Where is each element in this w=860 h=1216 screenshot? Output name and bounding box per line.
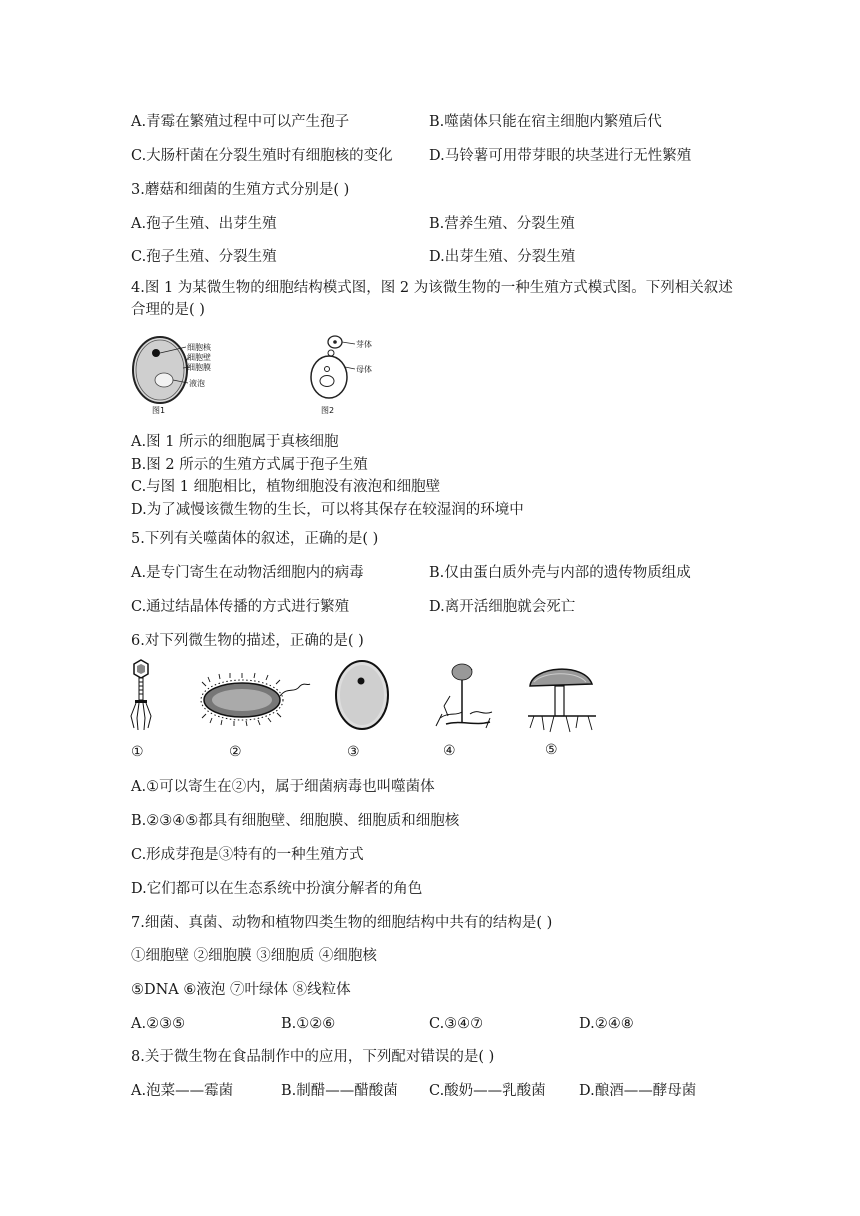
q7-items-row-1: ①细胞壁 ②细胞膜 ③细胞质 ④细胞核 [131, 948, 377, 964]
q3-option-a: A.孢子生殖、出芽生殖 [131, 216, 277, 232]
q5-stem: 5.下列有关噬菌体的叙述，正确的是( ) [131, 531, 379, 547]
q6-figure-number-1: ① [131, 744, 144, 760]
q7-option-d: D.②④⑧ [579, 1016, 634, 1032]
q7-option-a: A.②③⑤ [131, 1016, 186, 1032]
q6-option-b: B.②③④⑤都具有细胞壁、细胞膜、细胞质和细胞核 [131, 813, 460, 829]
yeast-drawing [336, 661, 388, 729]
mushroom-drawing [528, 669, 596, 732]
q5-option-b: B.仅由蛋白质外壳与内部的遗传物质组成 [429, 565, 691, 581]
nucleus-shape [152, 349, 160, 357]
q3-option-c: C.孢子生殖、分裂生殖 [131, 249, 277, 265]
q7-option-b: B.①②⑥ [281, 1016, 336, 1032]
q8-option-d: D.酿酒——酵母菌 [579, 1083, 697, 1099]
bacteriophage-drawing [131, 660, 151, 730]
bacterium-drawing [201, 673, 310, 726]
q6-figure-number-4: ④ [443, 743, 456, 759]
q6-figure-number-3: ③ [347, 744, 360, 760]
fig1-label-nucleus: 细胞核 [187, 343, 211, 352]
q8-stem: 8.关于微生物在食品制作中的应用，下列配对错误的是( ) [131, 1049, 495, 1065]
q4-figure-2 [305, 333, 385, 418]
q3-stem: 3.蘑菇和细菌的生殖方式分别是( ) [131, 182, 350, 198]
q6-figures [130, 656, 630, 736]
fig2-label-bud: 芽体 [356, 340, 372, 349]
q6-stem: 6.对下列微生物的描述，正确的是( ) [131, 633, 364, 649]
q6-option-a: A.①可以寄生在②内，属于细菌病毒也叫噬菌体 [131, 779, 435, 795]
q2-option-c: C.大肠杆菌在分裂生殖时有细胞核的变化 [131, 148, 393, 164]
q8-option-a: A.泡菜——霉菌 [131, 1083, 234, 1099]
q6-figure-number-5: ⑤ [545, 742, 558, 758]
q6-figure-number-2: ② [229, 744, 242, 760]
q4-figure-1 [130, 333, 250, 418]
q4-stem: 4.图 1 为某微生物的细胞结构模式图，图 2 为该微生物的一种生殖方式模式图。下列相关叙述合理的是( ) [131, 280, 733, 318]
fig1-label-membrane: 细胞膜 [187, 363, 211, 372]
vacuole-shape [155, 373, 173, 387]
q5-option-c: C.通过结晶体传播的方式进行繁殖 [131, 599, 350, 615]
q6-option-c: C.形成芽孢是③特有的一种生殖方式 [131, 847, 364, 863]
q4-option-c: C.与图 1 细胞相比，植物细胞没有液泡和细胞壁 [131, 479, 441, 495]
q2-option-a: A.青霉在繁殖过程中可以产生孢子 [131, 114, 350, 130]
q2-option-d: D.马铃薯可用带芽眼的块茎进行无性繁殖 [429, 148, 692, 164]
fig2-caption: 图2 [321, 406, 335, 415]
q5-option-d: D.离开活细胞就会死亡 [429, 599, 576, 615]
q2-option-b: B.噬菌体只能在宿主细胞内繁殖后代 [429, 114, 662, 130]
q3-option-d: D.出芽生殖、分裂生殖 [429, 249, 576, 265]
mold-drawing [436, 664, 492, 728]
fig1-caption: 图1 [152, 406, 166, 415]
q7-option-c: C.③④⑦ [429, 1016, 484, 1032]
q3-option-b: B.营养生殖、分裂生殖 [429, 216, 575, 232]
q7-stem: 7.细菌、真菌、动物和植物四类生物的细胞结构中共有的结构是( ) [131, 915, 553, 931]
q4-option-d: D.为了减慢该微生物的生长，可以将其保存在较湿润的环境中 [131, 502, 524, 518]
fig1-label-wall: 细胞壁 [187, 353, 211, 362]
q4-option-a: A.图 1 所示的细胞属于真核细胞 [131, 434, 339, 450]
q4-option-b: B.图 2 所示的生殖方式属于孢子生殖 [131, 457, 368, 473]
q6-option-d: D.它们都可以在生态系统中扮演分解者的角色 [131, 881, 423, 897]
fig2-label-mother: 母体 [356, 365, 372, 374]
q8-option-b: B.制醋——醋酸菌 [281, 1083, 398, 1099]
fig1-label-vacuole: 液泡 [189, 379, 205, 388]
q7-items-row-2: ⑤DNA ⑥液泡 ⑦叶绿体 ⑧线粒体 [131, 982, 351, 998]
q8-option-c: C.酸奶——乳酸菌 [429, 1083, 546, 1099]
q5-option-a: A.是专门寄生在动物活细胞内的病毒 [131, 565, 364, 581]
